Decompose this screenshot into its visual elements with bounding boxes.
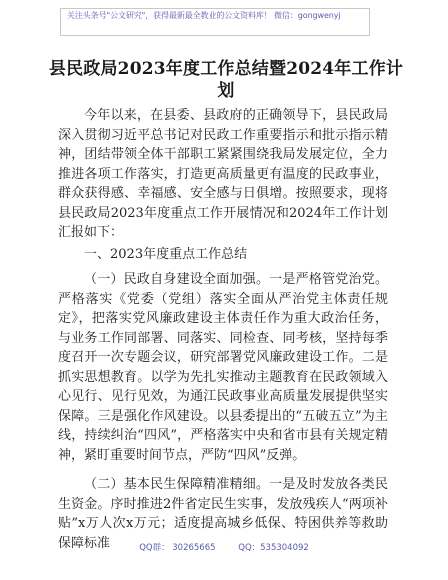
document-body xyxy=(58,106,388,553)
contact-footer xyxy=(0,540,448,556)
promo-banner xyxy=(60,8,370,36)
promo-banner-text: 关注头条号"公文研究"，获得最新最全教业的公文资料库！ 微信：gongwenyj xyxy=(67,11,341,20)
qq-contact-text: QQ：535304092 xyxy=(238,543,309,553)
intro-paragraph: 今年以来，在县委、县政府的正确领导下，县民政局深入贯彻习近平总书记对民政工作重要指示和批示指示精神，团结带领全体干部职工紧紧围绕我局发展定位，全力推进各项工作落实，打造更高质量更有温度的民政事业，群众获得感、幸福感、安全感与日俱增。按照要求，现将县民政局2023年度重点工作开展情况和2024年工作计划汇报如下： xyxy=(58,108,388,240)
section-heading: 一、2023年度重点工作总结 xyxy=(84,246,248,262)
document-title: 县民政局2023年度工作总结暨2024年工作计划 xyxy=(48,59,404,101)
body-paragraph: （二）基本民生保障精准精细。一是及时发放各类民生资金。序时推进2件省定民生实事，发放残疾人“两项补贴”x万人次x万元；适度提高城乡低保、特困供养等救助保障标准 xyxy=(58,477,388,551)
body-paragraph: （一）民政自身建设全面加强。一是严格管党治党。严格落实《党委（党组）落实全面从严治党主体责任规定》，把落实党风廉政建设主体责任作为重大政治任务，与业务工作同部署、同落实、同检查、同考核，坚持每季度召开一次专题会议，研究部署党风廉政建设工作。二是抓实思想教育。以学为先扎实推动主题教育在民政领域入心见行、见行见效，为通江民政事业高质量发展提供坚实保障。三是强化作风建设。以县委提出的“五破五立”为主线，持续纠治“四风”，严格落实中央和省市县有关规定精神，紧盯重要时间节点，严防“四风”反弹。 xyxy=(58,272,388,463)
qq-group-text: QQ群： 30265665 xyxy=(139,543,216,553)
